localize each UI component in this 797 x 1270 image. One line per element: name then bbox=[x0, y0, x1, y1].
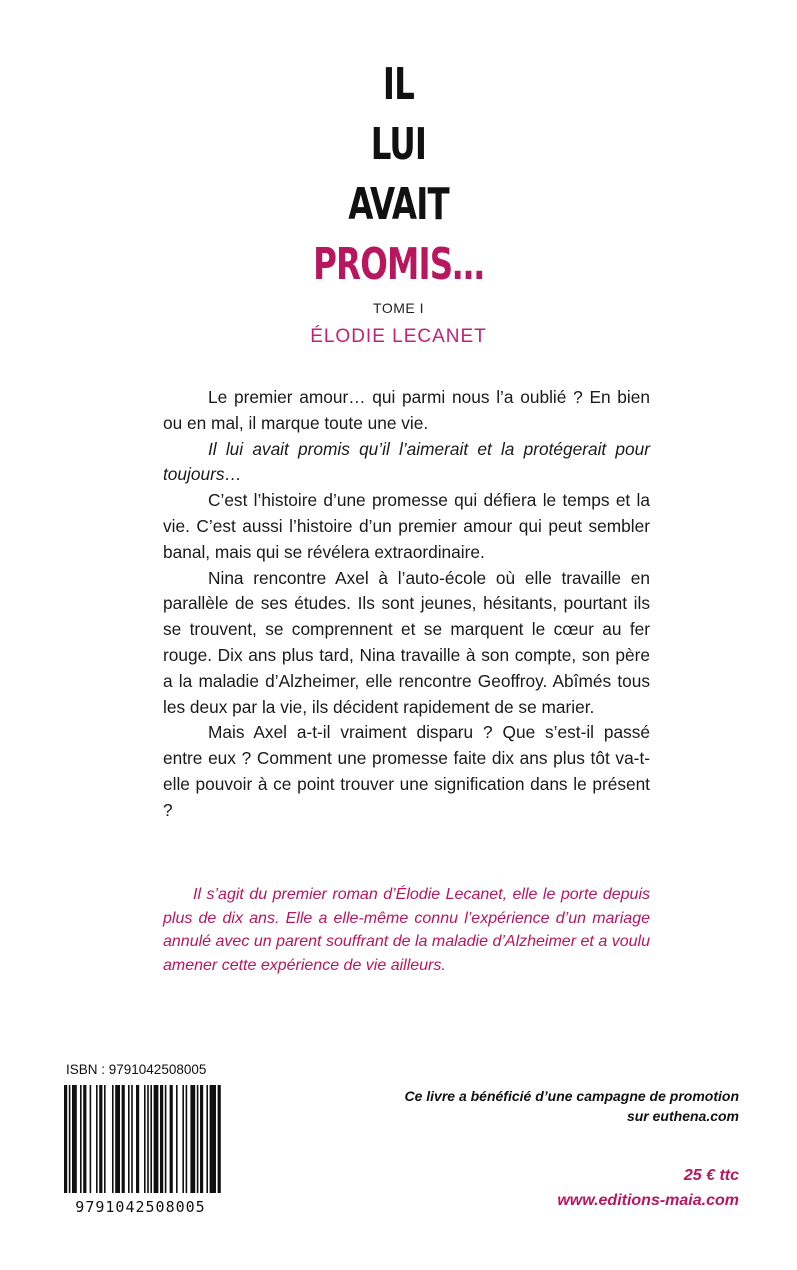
author-name: ÉLODIE LECANET bbox=[310, 326, 487, 347]
barcode bbox=[58, 1085, 223, 1215]
title-line-3: AVAIT bbox=[348, 179, 449, 230]
barcode-bar bbox=[136, 1085, 139, 1193]
barcode-bar bbox=[64, 1085, 67, 1193]
barcode-bar bbox=[72, 1085, 77, 1193]
price-block bbox=[439, 1163, 739, 1213]
barcode-bar bbox=[99, 1085, 102, 1193]
barcode-bar bbox=[190, 1085, 195, 1193]
barcode-bar bbox=[83, 1085, 86, 1193]
barcode-bar bbox=[186, 1085, 188, 1193]
title-line-2: LUI bbox=[370, 119, 427, 170]
blurb-paragraph-4: Nina rencontre Axel à l’auto-école où elle travaille en parallèle de ses études. Ils sont jeunes, hésitants, pourtant ils se trouvent, se comprennent et se marquent le cœur au fer rouge. Dix ans plus tard, Nina travaille à son compte, son père a la maladie d’Alzheimer, elle rencontre Geoffroy. Abîmés tous les deux par la vie, ils décident rapidement de se marier. bbox=[163, 567, 650, 717]
blurb-paragraph-5: Mais Axel a-t-il vraiment disparu ? Que s’est-il passé entre eux ? Comment une promesse faite dix ans plus tôt va-t-elle pouvoir à ce point trouver une signification dans le présent ? bbox=[163, 722, 650, 820]
barcode-bar bbox=[150, 1085, 152, 1193]
barcode-bar bbox=[218, 1085, 221, 1193]
barcode-bar bbox=[90, 1085, 92, 1193]
barcode-bar bbox=[80, 1085, 82, 1193]
publisher-website[interactable]: www.editions-maia.com bbox=[557, 1192, 739, 1209]
title-line-1: IL bbox=[382, 59, 415, 110]
barcode-bar bbox=[206, 1085, 208, 1193]
promotion-line-1: Ce livre a bénéficié d’une campagne de promotion bbox=[404, 1088, 739, 1104]
promotion-line-2: sur euthena.com bbox=[626, 1108, 739, 1124]
barcode-bar bbox=[128, 1085, 130, 1193]
barcode-bar bbox=[144, 1085, 146, 1193]
title-line-4: PROMIS… bbox=[313, 239, 484, 290]
barcode-bar bbox=[131, 1085, 133, 1193]
barcode-bar bbox=[170, 1085, 173, 1193]
promotion-notice bbox=[319, 1086, 739, 1126]
blurb-paragraph-1: Le premier amour… qui parmi nous l’a oublié ? En bien ou en mal, il marque toute une vie. bbox=[163, 387, 650, 433]
barcode-bar bbox=[96, 1085, 98, 1193]
price-label: 25 € ttc bbox=[683, 1167, 739, 1184]
barcode-digits: 9791042508005 bbox=[75, 1198, 206, 1215]
barcode-bar bbox=[112, 1085, 114, 1193]
blurb-paragraph-2: Il lui avait promis qu’il l’aimerait et la protégerait pour toujours… bbox=[163, 438, 650, 485]
barcode-bar bbox=[122, 1085, 125, 1193]
author-note: Il s’agit du premier roman d’Élodie Lecanet, elle le porte depuis plus de dix ans. Elle a elle-même connu l’expérience d’un mariage annulé avec un parent souffrant de la maladie d’Alzheimer et a voulu amener cette expérience de vie ailleurs. bbox=[163, 886, 650, 974]
barcode-bar bbox=[160, 1085, 163, 1193]
barcode-bar bbox=[115, 1085, 120, 1193]
barcode-bar bbox=[154, 1085, 159, 1193]
barcode-bar bbox=[200, 1085, 203, 1193]
tome-label: TOME I bbox=[373, 300, 424, 316]
barcode-bar bbox=[165, 1085, 167, 1193]
barcode-bar bbox=[197, 1085, 199, 1193]
barcode-bar bbox=[210, 1085, 216, 1193]
back-cover-blurb bbox=[163, 385, 650, 824]
barcode-bar bbox=[104, 1085, 106, 1193]
barcode-bar bbox=[182, 1085, 184, 1193]
barcode-bar bbox=[147, 1085, 149, 1193]
isbn-label: ISBN : 9791042508005 bbox=[66, 1062, 207, 1077]
barcode-bars bbox=[64, 1085, 221, 1193]
blurb-paragraph-3: C’est l’histoire d’une promesse qui défiera le temps et la vie. C’est aussi l’histoire d’un premier amour qui peut sembler banal, mais qui se révélera extraordinaire. bbox=[163, 490, 650, 562]
barcode-bar bbox=[69, 1085, 71, 1193]
barcode-bar bbox=[176, 1085, 178, 1193]
